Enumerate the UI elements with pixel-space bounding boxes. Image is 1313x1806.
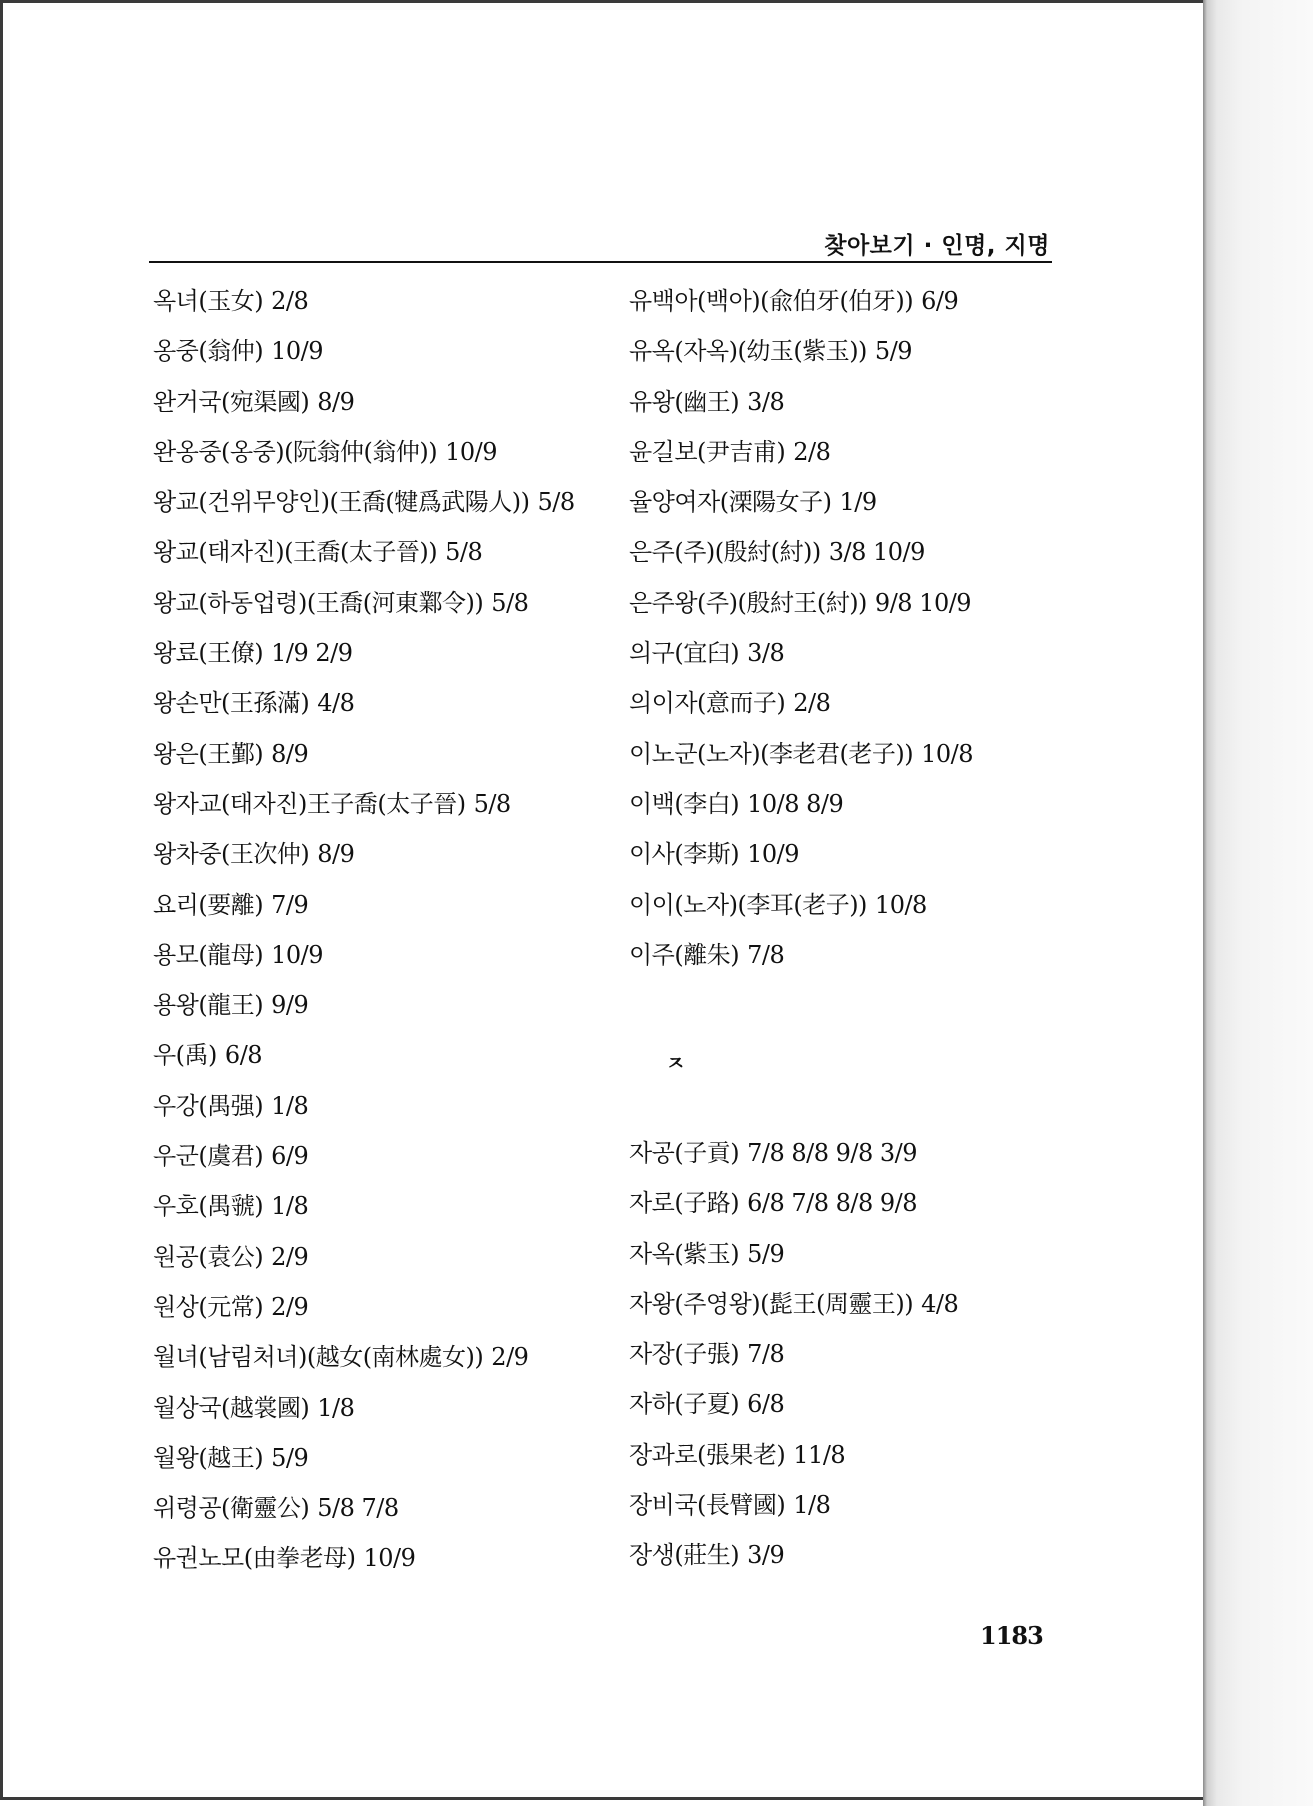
entry-page-refs: 6/8 — [747, 1390, 785, 1419]
page-number: 1183 — [980, 1621, 1043, 1650]
entry-page-refs: 10/8 8/9 — [747, 789, 844, 818]
index-entry — [153, 1483, 613, 1533]
entry-page-refs: 5/9 — [747, 1239, 785, 1268]
entry-page-refs: 8/9 — [317, 387, 355, 416]
entry-name: 유권노모(由拳老母) — [153, 1544, 356, 1573]
index-entry — [153, 1332, 613, 1382]
index-entry — [153, 1081, 613, 1131]
entry-page-refs: 4/8 — [317, 689, 355, 718]
index-entry — [629, 1379, 1049, 1429]
index-column-left — [153, 276, 613, 1584]
entry-page-refs: 2/8 — [793, 689, 831, 718]
entry-page-refs: 5/8 — [491, 588, 529, 617]
entry-page-refs: 8/9 — [317, 840, 355, 869]
index-entry — [153, 1433, 613, 1483]
index-entry — [629, 829, 1049, 879]
index-entry — [153, 1383, 613, 1433]
entry-name: 이주(離朱) — [629, 940, 740, 969]
index-entry — [629, 779, 1049, 829]
entry-name: 이이(노자)(李耳(老子)) — [629, 890, 867, 919]
entry-page-refs: 10/8 — [874, 890, 927, 919]
entry-name: 월녀(남림처녀)(越女(南林處女)) — [153, 1343, 484, 1372]
entry-page-refs: 2/9 — [271, 1292, 309, 1321]
entry-page-refs: 5/8 7/8 — [317, 1494, 399, 1523]
index-entry — [629, 1229, 1049, 1279]
index-entry — [629, 930, 1049, 980]
entry-name: 우(禹) — [153, 1041, 217, 1070]
index-entry — [153, 930, 613, 980]
entry-page-refs: 2/8 — [793, 437, 831, 466]
entry-page-refs: 1/8 — [793, 1491, 831, 1520]
entry-name: 은주(주)(殷紂(紂)) — [629, 538, 821, 567]
index-entry — [153, 578, 613, 628]
entry-page-refs: 10/8 — [921, 739, 974, 768]
entry-name: 월왕(越王) — [153, 1443, 264, 1472]
index-entry — [629, 578, 1049, 628]
entry-page-refs: 9/8 10/9 — [874, 588, 972, 617]
entry-name: 왕손만(王孫滿) — [153, 689, 310, 718]
entry-page-refs: 7/8 — [747, 940, 785, 969]
entry-name: 왕교(하동업령)(王喬(河東鄴令)) — [153, 588, 484, 617]
index-entry — [153, 326, 613, 376]
entry-name: 자옥(紫玉) — [629, 1239, 740, 1268]
entry-page-refs: 1/8 — [317, 1393, 355, 1422]
index-entry — [629, 377, 1049, 427]
entry-name: 완옹중(옹중)(阮翁仲(翁仲)) — [153, 437, 438, 466]
scan-gutter — [1203, 0, 1313, 1806]
entry-page-refs: 1/8 — [271, 1091, 309, 1120]
entry-name: 자왕(주영왕)(髭王(周靈王)) — [629, 1289, 914, 1318]
entry-page-refs: 7/8 8/8 9/8 3/9 — [747, 1139, 917, 1167]
entry-name: 원공(袁公) — [153, 1242, 264, 1271]
entry-name: 자장(子張) — [629, 1340, 740, 1369]
entry-page-refs: 7/9 — [271, 890, 309, 919]
index-entry — [629, 678, 1049, 728]
entry-page-refs: 9/9 — [271, 991, 309, 1020]
index-entry — [629, 527, 1049, 577]
index-column-right — [629, 276, 1049, 980]
entry-name: 자공(子貢) — [629, 1139, 740, 1167]
entry-page-refs: 11/8 — [793, 1440, 846, 1469]
entry-name: 자로(子路) — [629, 1189, 740, 1218]
entry-page-refs: 7/8 — [747, 1340, 785, 1369]
entry-name: 왕교(건위무양인)(王喬(犍爲武陽人)) — [153, 488, 530, 517]
index-entry — [629, 1329, 1049, 1379]
index-entry — [153, 880, 613, 930]
index-entry — [153, 779, 613, 829]
entry-page-refs: 3/8 — [747, 387, 785, 416]
index-entry — [629, 1279, 1049, 1329]
entry-page-refs: 10/9 — [747, 840, 800, 869]
index-entry — [153, 1533, 613, 1583]
entry-page-refs: 10/9 — [445, 437, 498, 466]
entry-name: 유백아(백아)(兪伯牙(伯牙)) — [629, 287, 914, 315]
index-entry — [153, 477, 613, 527]
entry-name: 우호(禺虢) — [153, 1192, 264, 1221]
entry-name: 왕은(王鄞) — [153, 739, 264, 768]
entry-name: 유옥(자옥)(幼玉(紫玉)) — [629, 337, 867, 366]
index-entry — [153, 678, 613, 728]
entry-page-refs: 10/9 — [363, 1544, 416, 1573]
index-entry — [629, 880, 1049, 930]
entry-page-refs: 1/8 — [271, 1192, 309, 1221]
entry-name: 유왕(幽王) — [629, 387, 740, 416]
entry-name: 의이자(意而子) — [629, 689, 786, 718]
index-entry — [153, 1282, 613, 1332]
index-entry — [629, 1430, 1049, 1480]
entry-page-refs: 5/8 — [473, 789, 511, 818]
running-head: 찾아보기 · 인명, 지명 — [824, 233, 1050, 259]
entry-name: 원상(元常) — [153, 1292, 264, 1321]
entry-name: 장생(莊生) — [629, 1541, 740, 1570]
entry-page-refs: 6/9 — [921, 287, 959, 315]
entry-name: 우군(虞君) — [153, 1142, 264, 1171]
section-letter-heading: ㅈ — [666, 1051, 686, 1075]
entry-name: 요리(要離) — [153, 890, 264, 919]
entry-name: 위령공(衛靈公) — [153, 1494, 310, 1523]
entry-name: 이사(李斯) — [629, 840, 740, 869]
entry-page-refs: 4/8 — [921, 1289, 959, 1318]
index-entry — [629, 1480, 1049, 1530]
index-column-right-section — [629, 1128, 1049, 1581]
entry-name: 옹중(翁仲) — [153, 337, 264, 366]
index-entry — [629, 628, 1049, 678]
entry-name: 완거국(宛渠國) — [153, 387, 310, 416]
index-entry — [153, 377, 613, 427]
entry-name: 우강(禺强) — [153, 1091, 264, 1120]
entry-name: 자하(子夏) — [629, 1390, 740, 1419]
index-entry — [153, 527, 613, 577]
entry-page-refs: 3/8 — [747, 639, 785, 668]
index-entry — [629, 1128, 1049, 1178]
entry-name: 옥녀(玉女) — [153, 287, 264, 315]
index-entry — [153, 1030, 613, 1080]
entry-name: 왕자교(태자진)王子喬(太子晉) — [153, 789, 466, 818]
index-entry — [629, 477, 1049, 527]
entry-page-refs: 2/9 — [271, 1242, 309, 1271]
entry-page-refs: 6/9 — [271, 1142, 309, 1171]
index-entry — [153, 276, 613, 326]
entry-name: 왕교(태자진)(王喬(太子晉)) — [153, 538, 438, 567]
entry-name: 월상국(越裳國) — [153, 1393, 310, 1422]
index-entry — [153, 1131, 613, 1181]
index-entry — [153, 628, 613, 678]
entry-page-refs: 5/8 — [537, 488, 575, 517]
entry-page-refs: 3/9 — [747, 1541, 785, 1570]
header-rule — [149, 261, 1052, 263]
entry-name: 이백(李白) — [629, 789, 740, 818]
entry-name: 윤길보(尹吉甫) — [629, 437, 786, 466]
entry-page-refs: 10/9 — [271, 940, 324, 969]
entry-name: 용왕(龍王) — [153, 991, 264, 1020]
entry-name: 장과로(張果老) — [629, 1440, 786, 1469]
index-entry — [153, 1181, 613, 1231]
entry-page-refs: 6/8 7/8 8/8 9/8 — [747, 1189, 917, 1218]
index-entry — [629, 729, 1049, 779]
entry-page-refs: 10/9 — [271, 337, 324, 366]
entry-page-refs: 5/8 — [445, 538, 483, 567]
entry-page-refs: 2/9 — [491, 1343, 529, 1372]
entry-page-refs: 2/8 — [271, 287, 309, 315]
entry-page-refs: 1/9 2/9 — [271, 639, 353, 668]
index-entry — [629, 1530, 1049, 1580]
index-entry — [153, 980, 613, 1030]
entry-page-refs: 5/9 — [271, 1443, 309, 1472]
entry-name: 이노군(노자)(李老君(老子)) — [629, 739, 914, 768]
index-entry — [629, 326, 1049, 376]
entry-name: 은주왕(주)(殷紂王(紂)) — [629, 588, 867, 617]
entry-name: 왕료(王僚) — [153, 639, 264, 668]
index-entry — [153, 1232, 613, 1282]
index-entry — [629, 427, 1049, 477]
entry-name: 의구(宜臼) — [629, 639, 740, 668]
index-entry — [629, 276, 1049, 326]
index-entry — [153, 829, 613, 879]
entry-name: 용모(龍母) — [153, 940, 264, 969]
index-entry — [153, 729, 613, 779]
entry-page-refs: 6/8 — [224, 1041, 263, 1070]
index-entry — [153, 427, 613, 477]
entry-page-refs: 1/9 — [839, 488, 877, 517]
index-entry — [629, 1178, 1049, 1228]
entry-page-refs: 8/9 — [271, 739, 309, 768]
entry-page-refs: 3/8 10/9 — [828, 538, 925, 567]
entry-page-refs: 5/9 — [874, 337, 913, 366]
entry-name: 장비국(長臂國) — [629, 1491, 786, 1520]
entry-name: 왕차중(王次仲) — [153, 840, 310, 869]
entry-name: 율양여자(溧陽女子) — [629, 488, 832, 517]
